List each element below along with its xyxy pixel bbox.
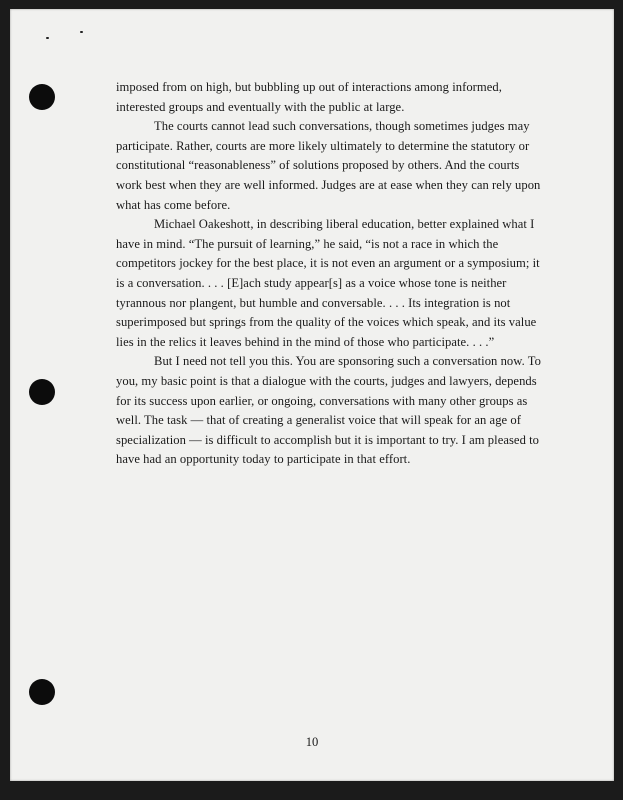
scan-speck bbox=[46, 37, 49, 39]
binder-hole-middle bbox=[29, 379, 55, 405]
binder-hole-top bbox=[29, 84, 55, 110]
page-number: 10 bbox=[305, 735, 319, 749]
scan-speck bbox=[80, 31, 83, 33]
paragraph-conclusion: But I need not tell you this. You are sponsoring such a conversation now. To you, my basic point is that a dialogue with the courts, judges and lawyers, depends for its success upon earlier, or ongoing, conversations with many other groups as well. The task — that of creating a generalist voice that will speak for an age of specialization — is difficult to accomplish but it is important to try. I am pleased to have had an opportunity today to participate in that effort. bbox=[116, 354, 541, 467]
binder-hole-bottom bbox=[29, 679, 55, 705]
document-page bbox=[10, 9, 614, 781]
body-text bbox=[116, 78, 546, 470]
paragraph-courts: The courts cannot lead such conversations, though sometimes judges may participate. Rather, courts are more likely ultimately to determine the statutory or constitutional “reasonableness” of solutions proposed by others. And the courts work best when they are well informed. Judges are at ease when they can rely upon what has come before. bbox=[116, 119, 541, 212]
paragraph-continuation: imposed from on high, but bubbling up out of interactions among informed, interested groups and eventually with the public at large. bbox=[116, 80, 502, 114]
paragraph-oakeshott: Michael Oakeshott, in describing liberal education, better explained what I have in mind. “The pursuit of learning,” he said, “is not a race in which the competitors jockey for the best place, it is not even an argument or a symposium; it is a conversation. . . . [E]ach study appear[s] as a voice whose tone is neither tyrannous nor plangent, but humble and conversable. . . . Its integration is not superimposed but springs from the quality of the voices which speak, and its value lies in the relics it leaves behind in the mind of those who participate. . . .” bbox=[116, 217, 540, 349]
